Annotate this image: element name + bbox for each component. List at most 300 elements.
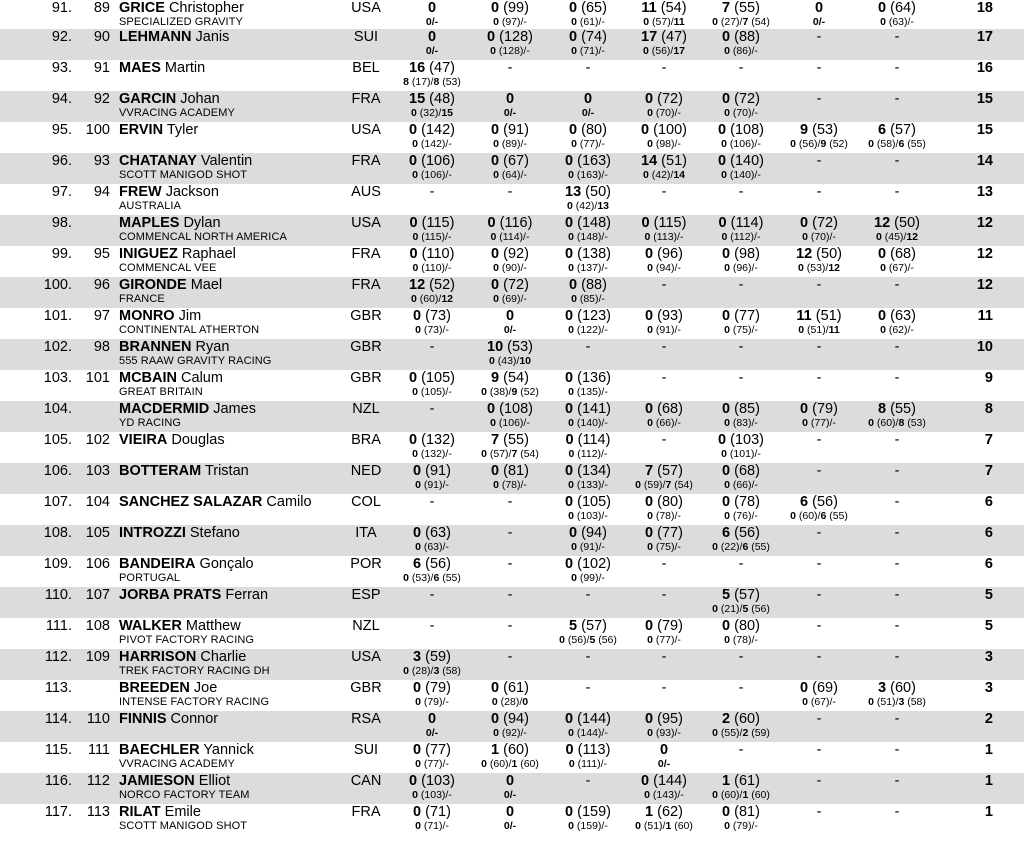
detail-points: 0 <box>412 386 418 398</box>
race-position: (51) <box>811 308 842 324</box>
race-detail <box>696 45 786 58</box>
detail-qual: (103)/- <box>574 510 608 522</box>
detail-qual: (76)/- <box>729 510 758 522</box>
race-result-cell <box>387 618 477 634</box>
detail-final-position: (54) <box>517 448 539 460</box>
detail-qual: (59)/ <box>640 479 666 491</box>
race-result-cell <box>852 804 942 820</box>
race-detail <box>696 262 786 275</box>
rider-first-name: Tyler <box>163 122 199 138</box>
detail-qual: (51)/ <box>873 696 899 708</box>
no-result-dash: - <box>816 587 822 603</box>
total-points: 6 <box>984 494 993 510</box>
race-position: (95) <box>653 711 683 727</box>
race-result-cell <box>774 742 864 758</box>
race-position: (163) <box>573 153 611 169</box>
race-position: (57) <box>653 463 683 479</box>
bib-cell: 92 <box>93 91 110 107</box>
rider-name <box>119 277 222 293</box>
race-result-cell <box>696 680 786 696</box>
race-result-cell <box>696 153 786 182</box>
detail-points: 0 <box>635 479 641 491</box>
detail-qual: (60)/ <box>717 789 743 801</box>
rider-last-name: INIGUEZ <box>119 246 178 262</box>
race-result-cell <box>696 556 786 572</box>
detail-final-position: (60) <box>748 789 770 801</box>
detail-points: 0 <box>724 417 730 429</box>
detail-final-position: (55) <box>904 138 926 150</box>
race-result-cell <box>696 91 786 120</box>
rider-team: 555 RAAW GRAVITY RACING <box>119 355 272 367</box>
rider-name <box>119 649 246 665</box>
race-result-cell <box>387 215 477 244</box>
race-result-cell <box>852 339 942 355</box>
table-row <box>0 494 1024 525</box>
rank-cell: 117. <box>44 804 72 820</box>
race-points <box>774 308 864 324</box>
points-value: 6 <box>413 556 422 572</box>
detail-qual: (90)/- <box>498 262 527 274</box>
race-points <box>696 618 786 634</box>
rider-name <box>119 401 256 417</box>
rider-first-name: Stefano <box>185 525 240 541</box>
detail-qual: (28)/ <box>497 696 523 708</box>
rider-first-name: Gonçalo <box>195 556 254 572</box>
rank-cell: 116. <box>44 773 72 789</box>
detail-points: 0 <box>481 448 487 460</box>
detail-points: 0 <box>571 572 577 584</box>
race-detail <box>852 324 942 337</box>
race-points <box>774 122 864 138</box>
race-detail <box>465 262 555 275</box>
detail-points: 0 <box>797 262 804 274</box>
detail-points: 0 <box>647 727 653 739</box>
points-value: 12 <box>874 215 891 231</box>
rider-name <box>119 742 254 758</box>
race-position: (99) <box>499 0 529 16</box>
points-value: 0 <box>565 711 574 727</box>
rank-cell: 108. <box>43 525 72 541</box>
race-detail <box>774 16 864 29</box>
race-points <box>465 680 555 696</box>
race-detail <box>696 541 786 554</box>
detail-points: 0 <box>493 727 499 739</box>
race-detail <box>465 386 555 399</box>
race-position: (47) <box>657 29 687 45</box>
race-result-cell <box>387 153 477 182</box>
detail-qual: (17)/ <box>408 76 434 88</box>
rider-name <box>119 122 198 138</box>
race-detail <box>465 820 555 833</box>
detail-points: 0 <box>644 231 651 243</box>
detail-points: 0 <box>880 324 886 336</box>
detail-points: 0 <box>712 789 718 801</box>
points-value: 0 <box>565 153 574 169</box>
points-value: 0 <box>645 525 654 541</box>
race-points <box>387 0 477 16</box>
points-value: 0 <box>645 401 654 417</box>
no-result-dash: - <box>894 618 900 634</box>
race-detail <box>387 479 477 492</box>
detail-final-position: (60) <box>671 820 693 832</box>
detail-qual: (60)/ <box>416 293 442 305</box>
nation-cell: GBR <box>350 370 382 386</box>
detail-final-points: 1 <box>742 789 749 801</box>
race-position: (80) <box>577 122 607 138</box>
race-points <box>387 215 477 231</box>
race-result-cell <box>387 587 477 603</box>
detail-points: 0 <box>647 510 653 522</box>
detail-qual: (114)/- <box>496 231 530 243</box>
race-position: (51) <box>657 153 687 169</box>
detail-points: 0 <box>415 758 421 770</box>
points-value: 0 <box>722 91 731 107</box>
points-value: 11 <box>641 0 657 16</box>
race-points <box>465 339 555 355</box>
race-result-cell <box>774 463 864 479</box>
race-detail <box>696 634 786 647</box>
rider-last-name: HARRISON <box>119 649 197 665</box>
race-position: (79) <box>421 680 451 696</box>
detail-qual: (143)/- <box>650 789 684 801</box>
race-result-cell <box>852 277 942 293</box>
race-points <box>387 804 477 820</box>
nation-cell: RSA <box>351 711 381 727</box>
table-row <box>0 773 1024 804</box>
detail-qual: (148)/- <box>574 231 608 243</box>
detail-qual: (91)/- <box>420 479 449 491</box>
no-result-dash: - <box>816 277 822 293</box>
detail-qual: (96)/- <box>729 262 758 274</box>
points-value: 0 <box>565 401 574 417</box>
detail-qual: (144)/- <box>574 727 608 739</box>
total-points: 2 <box>984 711 993 727</box>
detail-points: 0 <box>802 417 808 429</box>
race-detail <box>387 138 477 151</box>
no-result-dash: - <box>816 773 822 789</box>
bib-cell: 96 <box>93 277 110 293</box>
race-position: (108) <box>726 122 764 138</box>
detail-points: 0 <box>503 820 510 832</box>
detail-points: 0 <box>415 324 421 336</box>
race-result-cell <box>774 215 864 244</box>
points-value: 0 <box>722 246 731 262</box>
points-value: 7 <box>645 463 654 479</box>
no-result-dash: - <box>816 711 822 727</box>
total-points: 9 <box>984 370 993 386</box>
race-position: (159) <box>573 804 611 820</box>
rider-last-name: SANCHEZ SALAZAR <box>119 494 263 510</box>
rider-last-name: WALKER <box>119 618 182 634</box>
rider-last-name: VIEIRA <box>119 432 168 448</box>
race-detail <box>387 76 477 89</box>
total-points: 3 <box>984 680 993 696</box>
total-points: 8 <box>984 401 993 417</box>
race-result-cell <box>696 60 786 76</box>
detail-final-points: /- <box>818 16 826 28</box>
points-value: 0 <box>413 742 422 758</box>
race-detail <box>387 758 477 771</box>
rider-team: AUSTRALIA <box>119 200 182 212</box>
race-result-cell <box>774 277 864 293</box>
race-detail <box>852 262 942 275</box>
detail-points: 0 <box>724 479 730 491</box>
detail-final-points: /- <box>509 107 517 119</box>
race-result-cell <box>465 91 555 120</box>
race-points <box>465 308 555 324</box>
points-value: 0 <box>641 215 650 231</box>
detail-qual: (51)/ <box>640 820 666 832</box>
detail-qual: (60)/ <box>795 510 821 522</box>
nation-cell: USA <box>351 122 381 138</box>
race-position: (50) <box>812 246 842 262</box>
points-value: 0 <box>427 711 437 727</box>
race-result-cell <box>774 60 864 76</box>
race-detail <box>852 138 942 151</box>
points-value: 0 <box>641 773 650 789</box>
race-result-cell <box>465 649 555 665</box>
race-result-cell <box>852 0 942 29</box>
table-row <box>0 463 1024 494</box>
detail-points: 0 <box>647 541 653 553</box>
detail-qual: (27)/ <box>717 16 743 28</box>
rider-name <box>119 339 229 355</box>
race-detail <box>465 107 555 120</box>
detail-qual: (115)/- <box>418 231 452 243</box>
detail-points: 0 <box>493 479 499 491</box>
detail-qual: (70)/- <box>729 107 758 119</box>
race-detail <box>387 45 477 58</box>
bib-cell: 101 <box>85 370 110 386</box>
detail-final-points: 11 <box>673 16 685 28</box>
detail-points: 0 <box>491 696 498 708</box>
race-position: (114) <box>726 215 764 231</box>
race-position: (60) <box>886 680 916 696</box>
race-detail <box>852 696 942 709</box>
total-points: 7 <box>984 432 993 448</box>
race-detail <box>774 138 864 151</box>
race-points <box>696 494 786 510</box>
detail-points: 0 <box>559 634 565 646</box>
points-value: 0 <box>505 804 515 820</box>
detail-points: 0 <box>724 324 730 336</box>
detail-points: 8 <box>403 76 409 88</box>
points-value: 0 <box>565 463 574 479</box>
points-value: 1 <box>722 773 731 789</box>
detail-final-points: 7 <box>665 479 672 491</box>
race-result-cell <box>852 432 942 448</box>
detail-points: 0 <box>568 479 574 491</box>
race-position: (65) <box>577 0 607 16</box>
nation-cell: AUS <box>351 184 381 200</box>
detail-points: 0 <box>403 665 409 677</box>
bib-cell: 105 <box>85 525 110 541</box>
detail-final-points: /- <box>509 789 517 801</box>
race-position: (55) <box>886 401 916 417</box>
detail-points: 0 <box>644 789 650 801</box>
race-result-cell <box>387 308 477 337</box>
race-result-cell <box>465 556 555 572</box>
race-result-cell <box>774 308 864 337</box>
rider-last-name: MAES <box>119 60 161 76</box>
detail-points: 0 <box>415 479 421 491</box>
points-value: 0 <box>569 0 578 16</box>
race-position: (85) <box>730 401 760 417</box>
race-result-cell <box>852 494 942 510</box>
race-result-cell <box>696 184 786 200</box>
points-value: 0 <box>718 122 727 138</box>
points-value: 0 <box>427 29 437 45</box>
detail-points: 0 <box>798 324 805 336</box>
race-points <box>852 215 942 231</box>
no-result-dash: - <box>738 742 744 758</box>
rider-name <box>119 0 244 16</box>
points-value: 0 <box>491 711 500 727</box>
detail-final-points: 14 <box>673 169 686 181</box>
detail-points: 0 <box>721 169 727 181</box>
rider-team: CONTINENTAL ATHERTON <box>119 324 260 336</box>
detail-final-points: 13 <box>597 200 610 212</box>
detail-points: 0 <box>721 231 728 243</box>
rider-team: YD RACING <box>119 417 182 429</box>
bib-cell: 100 <box>85 122 110 138</box>
no-result-dash: - <box>585 587 591 603</box>
detail-qual: (56)/ <box>648 45 674 57</box>
detail-points: 0 <box>647 417 653 429</box>
detail-qual: (78)/- <box>498 479 527 491</box>
detail-points: 0 <box>724 634 730 646</box>
race-position: (72) <box>653 91 683 107</box>
detail-points: 0 <box>425 727 432 739</box>
points-value: 0 <box>645 618 654 634</box>
race-detail <box>465 417 555 430</box>
nation-cell: CAN <box>350 773 382 789</box>
rider-last-name: LEHMANN <box>119 29 192 45</box>
table-row <box>0 432 1024 463</box>
race-position: (47) <box>425 60 455 76</box>
rider-first-name: Janis <box>191 29 230 45</box>
total-points: 6 <box>984 525 993 541</box>
points-value: 17 <box>641 29 658 45</box>
bib-cell: 98 <box>93 339 110 355</box>
race-result-cell <box>696 711 786 740</box>
bib-cell: 95 <box>93 246 110 262</box>
points-value: 0 <box>641 122 650 138</box>
table-row <box>0 184 1024 215</box>
race-detail <box>387 696 477 709</box>
race-points <box>852 680 942 696</box>
detail-qual: (57)/ <box>649 16 674 28</box>
detail-qual: (61)/- <box>576 16 605 28</box>
rider-first-name: Douglas <box>167 432 225 448</box>
points-value: 0 <box>409 432 418 448</box>
race-points <box>387 432 477 448</box>
race-points <box>387 246 477 262</box>
race-result-cell <box>465 742 555 771</box>
race-result-cell <box>387 277 477 306</box>
rider-name <box>119 587 268 603</box>
detail-points: 0 <box>880 262 886 274</box>
detail-final-points: 8 <box>898 417 905 429</box>
race-detail <box>387 665 477 678</box>
rider-first-name: Jackson <box>161 184 219 200</box>
race-detail <box>696 510 786 523</box>
detail-qual: (163)/- <box>574 169 608 181</box>
detail-qual: (53)/ <box>803 262 829 274</box>
detail-points: 0 <box>568 169 574 181</box>
points-value: 0 <box>565 804 574 820</box>
no-result-dash: - <box>894 649 900 665</box>
detail-points: 0 <box>568 758 575 770</box>
detail-qual: (32)/ <box>416 107 442 119</box>
rank-cell: 99. <box>51 246 72 262</box>
race-result-cell <box>696 401 786 430</box>
race-result-cell <box>852 60 942 76</box>
race-position: (77) <box>730 308 760 324</box>
detail-points: 0 <box>571 293 577 305</box>
race-detail <box>465 293 555 306</box>
detail-qual: (70)/- <box>652 107 681 119</box>
points-value: 0 <box>413 525 422 541</box>
race-position: (148) <box>573 215 611 231</box>
race-result-cell <box>774 525 864 541</box>
race-detail <box>543 200 633 213</box>
detail-final-points: 6 <box>742 541 749 553</box>
detail-qual: (67)/- <box>807 696 836 708</box>
detail-points: 0 <box>493 262 499 274</box>
bib-cell: 113 <box>86 804 110 820</box>
no-result-dash: - <box>894 742 900 758</box>
points-value: 0 <box>409 370 418 386</box>
race-position: (96) <box>653 246 683 262</box>
rider-first-name: Tristan <box>201 463 249 479</box>
table-row <box>0 277 1024 308</box>
race-result-cell <box>774 680 864 709</box>
rider-first-name: Martin <box>160 60 206 76</box>
points-value: 0 <box>565 556 574 572</box>
no-result-dash: - <box>894 339 900 355</box>
points-value: 0 <box>722 29 731 45</box>
bib-cell: 109 <box>85 649 110 665</box>
race-result-cell <box>465 339 555 368</box>
detail-final-position: (58) <box>439 665 461 677</box>
detail-points: 0 <box>721 448 727 460</box>
detail-qual: (110)/- <box>418 262 452 274</box>
detail-qual: (142)/- <box>418 138 452 150</box>
detail-qual: (77)/- <box>807 417 836 429</box>
rider-last-name: BANDEIRA <box>119 556 196 572</box>
total-points: 3 <box>984 649 993 665</box>
no-result-dash: - <box>816 525 822 541</box>
rider-last-name: MACDERMID <box>119 401 210 417</box>
rider-last-name: BREEDEN <box>119 680 190 696</box>
detail-points: 0 <box>568 448 575 460</box>
detail-qual: (28)/ <box>408 665 434 677</box>
race-points <box>387 153 477 169</box>
race-result-cell <box>852 680 942 709</box>
nation-cell: FRA <box>351 804 381 820</box>
detail-final-position: (53) <box>439 76 461 88</box>
points-value: 0 <box>409 215 418 231</box>
rider-name <box>119 680 217 696</box>
race-position: (100) <box>649 122 687 138</box>
detail-qual: (77)/- <box>652 634 681 646</box>
race-result-cell <box>774 773 864 789</box>
race-detail <box>465 448 555 461</box>
rank-cell: 91. <box>51 0 72 16</box>
race-points <box>774 246 864 262</box>
points-value: 3 <box>878 680 887 696</box>
